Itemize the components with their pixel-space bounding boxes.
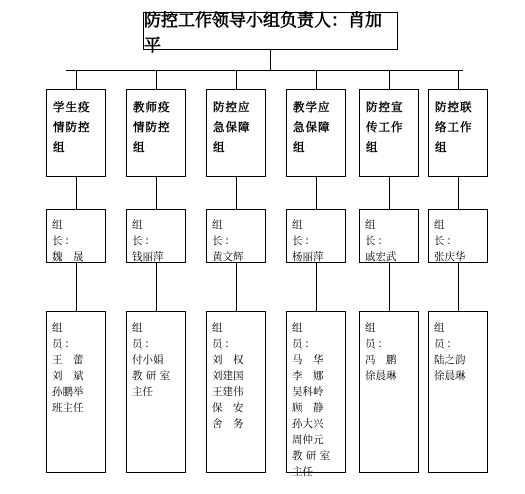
group-connector-top	[458, 70, 459, 89]
member-name: 王 蕾	[52, 354, 84, 366]
members-label: 组 员：	[52, 322, 77, 350]
leader-label: 组 长：	[365, 219, 390, 247]
member-name: 周仲元	[292, 434, 324, 446]
group-connector-low	[156, 263, 157, 311]
group-name-box	[126, 89, 186, 177]
group-name-box	[46, 89, 106, 177]
group-connector-top	[236, 70, 237, 89]
group-connector-mid	[236, 177, 237, 209]
members-box	[428, 311, 488, 473]
member-name: 徐晨琳	[434, 370, 466, 382]
members-box	[359, 311, 419, 473]
group-connector-top	[316, 70, 317, 89]
members-box	[206, 311, 266, 473]
members-list	[365, 352, 413, 384]
group-connector-mid	[458, 177, 459, 209]
leader-name: 钱丽萍	[132, 251, 164, 263]
group-connector-mid	[316, 177, 317, 209]
branch-bar	[66, 70, 463, 71]
leader-name: 戚宏武	[365, 251, 397, 263]
member-name: 刘 斌	[52, 370, 84, 382]
leader-box	[46, 209, 106, 263]
leader-box	[206, 209, 266, 263]
members-label: 组 员：	[212, 322, 237, 350]
member-name: 冯 鹏	[365, 354, 397, 366]
leader-label: 组 长：	[434, 219, 459, 247]
members-list	[292, 352, 340, 480]
leader-name: 张庆华	[434, 251, 466, 263]
group-connector-low	[316, 263, 317, 311]
leader-name: 杨丽萍	[292, 251, 324, 263]
members-label: 组 员：	[292, 322, 317, 350]
member-name: 刘建国	[212, 370, 244, 382]
member-name: 王建伟	[212, 386, 244, 398]
group-name-box	[428, 89, 488, 177]
leader-label: 组 长：	[292, 219, 317, 247]
member-name: 徐晨琳	[365, 370, 397, 382]
group-name: 防控应急保障组	[213, 100, 251, 154]
leader-label: 组 长：	[132, 219, 157, 247]
group-connector-top	[389, 70, 390, 89]
members-box	[46, 311, 106, 473]
member-name: 教 研 室	[292, 450, 331, 462]
member-name: 教 研 室	[132, 370, 171, 382]
leader-box	[286, 209, 346, 263]
member-name: 主任	[132, 386, 153, 398]
member-name: 舍 务	[212, 418, 244, 430]
member-name: 陆之韵	[434, 354, 466, 366]
member-name: 付小娟	[132, 354, 164, 366]
leader-name: 黄文辉	[212, 251, 244, 263]
leader-box	[428, 209, 488, 263]
members-list	[52, 352, 100, 416]
group-connector-low	[389, 263, 390, 311]
members-list	[212, 352, 260, 432]
root-title-text: 防控工作领导小组负责人：肖加平	[144, 11, 382, 56]
group-name: 防控联络工作组	[435, 100, 473, 154]
leader-name: 魏 晟	[52, 251, 84, 263]
group-connector-mid	[156, 177, 157, 209]
group-name: 学生疫情防控组	[53, 100, 91, 154]
member-name: 孙大兴	[292, 418, 324, 430]
group-name-box	[359, 89, 419, 177]
leader-label: 组 长：	[212, 219, 237, 247]
member-name: 顾 静	[292, 402, 324, 414]
leader-box	[359, 209, 419, 263]
members-box	[126, 311, 186, 473]
member-name: 保 安	[212, 402, 244, 414]
group-connector-low	[458, 263, 459, 311]
members-box	[286, 311, 346, 478]
member-name: 孙鹏举	[52, 386, 84, 398]
group-connector-mid	[76, 177, 77, 209]
member-name: 马 华	[292, 354, 324, 366]
group-connector-top	[76, 70, 77, 89]
group-name: 教学应急保障组	[293, 100, 331, 154]
leader-label: 组 长：	[52, 219, 77, 247]
members-label: 组 员：	[434, 322, 459, 350]
member-name: 李 娜	[292, 370, 324, 382]
member-name: 吴科岭	[292, 386, 324, 398]
members-label: 组 员：	[132, 322, 157, 350]
member-name: 班主任	[52, 402, 84, 414]
group-connector-low	[236, 263, 237, 311]
members-list	[434, 352, 482, 384]
members-label: 组 员：	[365, 322, 390, 350]
group-name-box	[286, 89, 346, 177]
group-name: 防控宣传工作组	[366, 100, 404, 154]
group-connector-mid	[389, 177, 390, 209]
leader-box	[126, 209, 186, 263]
group-name-box	[206, 89, 266, 177]
members-list	[132, 352, 180, 400]
member-name: 主任	[292, 466, 313, 478]
member-name: 刘 权	[212, 354, 244, 366]
group-name: 教师疫情防控组	[133, 100, 171, 154]
org-root-title	[143, 11, 398, 56]
group-connector-low	[76, 263, 77, 311]
group-connector-top	[156, 70, 157, 89]
